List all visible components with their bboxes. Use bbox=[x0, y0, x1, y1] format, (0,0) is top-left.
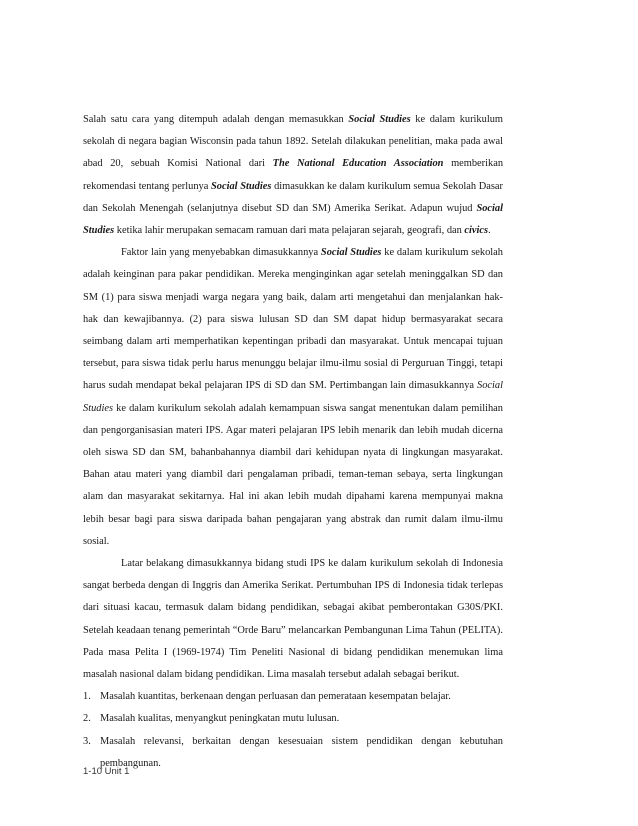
emphasis-text: civics bbox=[464, 225, 489, 237]
list-item-text: Masalah relevansi, berkaitan dengan kesesuaian sistem pendidikan dengan kebutuhan pembangunan. bbox=[100, 735, 503, 769]
numbered-list bbox=[83, 686, 503, 775]
list-item bbox=[83, 686, 503, 708]
paragraph-text: dimasukkan ke dalam kurikulum semua Sekolah Dasar dan Sekolah Menengah (selanjutnya disebut SD dan SM) Amerika Serikat. Adapun wujud bbox=[83, 180, 503, 214]
document-body bbox=[83, 109, 503, 775]
emphasis-text: Social Studies bbox=[83, 202, 503, 237]
paragraph-3 bbox=[83, 553, 503, 686]
list-item-number: 1. bbox=[83, 691, 91, 703]
paragraph-1 bbox=[83, 109, 503, 242]
page-footer: 1-10 Unit 1 bbox=[83, 766, 130, 777]
paragraph-text: memberikan rekomendasi tentang perlunya bbox=[83, 158, 504, 192]
paragraph-text: Latar belakang dimasukkannya bidang studi IPS ke dalam kurikulum sekolah di Indonesia sangat berbeda dengan di Inggris dan Amerika Serikat. Pertumbuhan IPS di Indonesia tidak terlepas dari situasi kacau, termasuk dalam bidang pendidikan, sebagai akibat pemberontakan G30S/PKI. Setelah keadaan tenang pemerintah “Orde Baru” melancarkan Pembangunan Lima Tahun (PELITA). Pada masa Pelita I (1969-1974) Tim Peneliti Nasional di bidang pendidikan menemukan lima masalah nasional dalam bidang pendidikan. Lima masalah tersebut adalah sebagai berikut. bbox=[83, 558, 503, 681]
list-item-number: 2. bbox=[83, 713, 91, 725]
list-item-number: 3. bbox=[83, 735, 91, 747]
emphasis-text: The National Education Association bbox=[272, 158, 444, 170]
emphasis-text: Social Studies bbox=[211, 180, 272, 192]
paragraph-2 bbox=[83, 242, 503, 553]
paragraph-text: ke dalam kurikulum sekolah di negara bagian Wisconsin pada tahun 1892. Setelah dilakukan penelitian, maka pada awal abad 20, sebuah Komisi National dari bbox=[83, 114, 503, 170]
paragraph-text: Salah satu cara yang ditempuh adalah dengan memasukkan bbox=[83, 114, 349, 125]
emphasis-text: Social Studies bbox=[83, 380, 503, 414]
list-item bbox=[83, 708, 503, 730]
paragraphs bbox=[83, 109, 503, 686]
list-item-text: Masalah kualitas, menyangkut peningkatan mutu lulusan. bbox=[100, 713, 340, 725]
list-item-text: Masalah kuantitas, berkenaan dengan perluasan dan pemerataan kesempatan belajar. bbox=[100, 691, 451, 703]
paragraph-text: ke dalam kurikulum sekolah adalah kemampuan siswa sangat menentukan dalam pemilihan dan pengorganisasian materi IPS. Agar materi pelajaran IPS lebih menarik dan lebih mudah dicerna oleh siswa SD dan SM, bahanbahannya diambil dari kehidupan nyata di lingkungan masyarakat. Bahan atau materi yang diambil dari pengalaman pribadi, teman-teman sebaya, serta lingkungan alam dan masyarakat sekitarnya. Hal ini akan lebih mudah dipahami karena mempunyai makna lebih besar bagi para siswa daripada bahan pengajaran yang abstrak dan rumit dalam ilmu-ilmu sosial. bbox=[83, 402, 503, 547]
paragraph-text: . bbox=[488, 225, 491, 237]
paragraph-text: ketika lahir merupakan semacam ramuan dari mata pelajaran sejarah, geografi, dan bbox=[114, 225, 465, 237]
emphasis-text: Social Studies bbox=[320, 247, 382, 259]
paragraph-text: ke dalam kurikulum sekolah adalah keinginan para pakar pendidikan. Mereka menginginkan agar setelah meninggalkan SD dan SM (1) para siswa menjadi warga negara yang baik, dalam arti mengetahui dan menjalankan hak-hak dan kewajibannya. (2) para siswa lulusan SD dan SM dapat hidup bermasyarakat secara seimbang dalam arti memperhatikan kepentingan pribadi dan masyarakat. Untuk mencapai tujuan tersebut, para siswa tidak perlu harus menunggu belajar ilmu-ilmu sosial di Perguruan Tinggi, tetapi harus sudah mendapat bekal pelajaran IPS di SD dan SM. Pertimbangan lain dimasukkannya bbox=[83, 247, 503, 392]
list-item bbox=[83, 731, 503, 775]
emphasis-text: Social Studies bbox=[348, 114, 411, 125]
paragraph-text: Faktor lain yang menyebabkan dimasukkannya bbox=[121, 247, 321, 259]
